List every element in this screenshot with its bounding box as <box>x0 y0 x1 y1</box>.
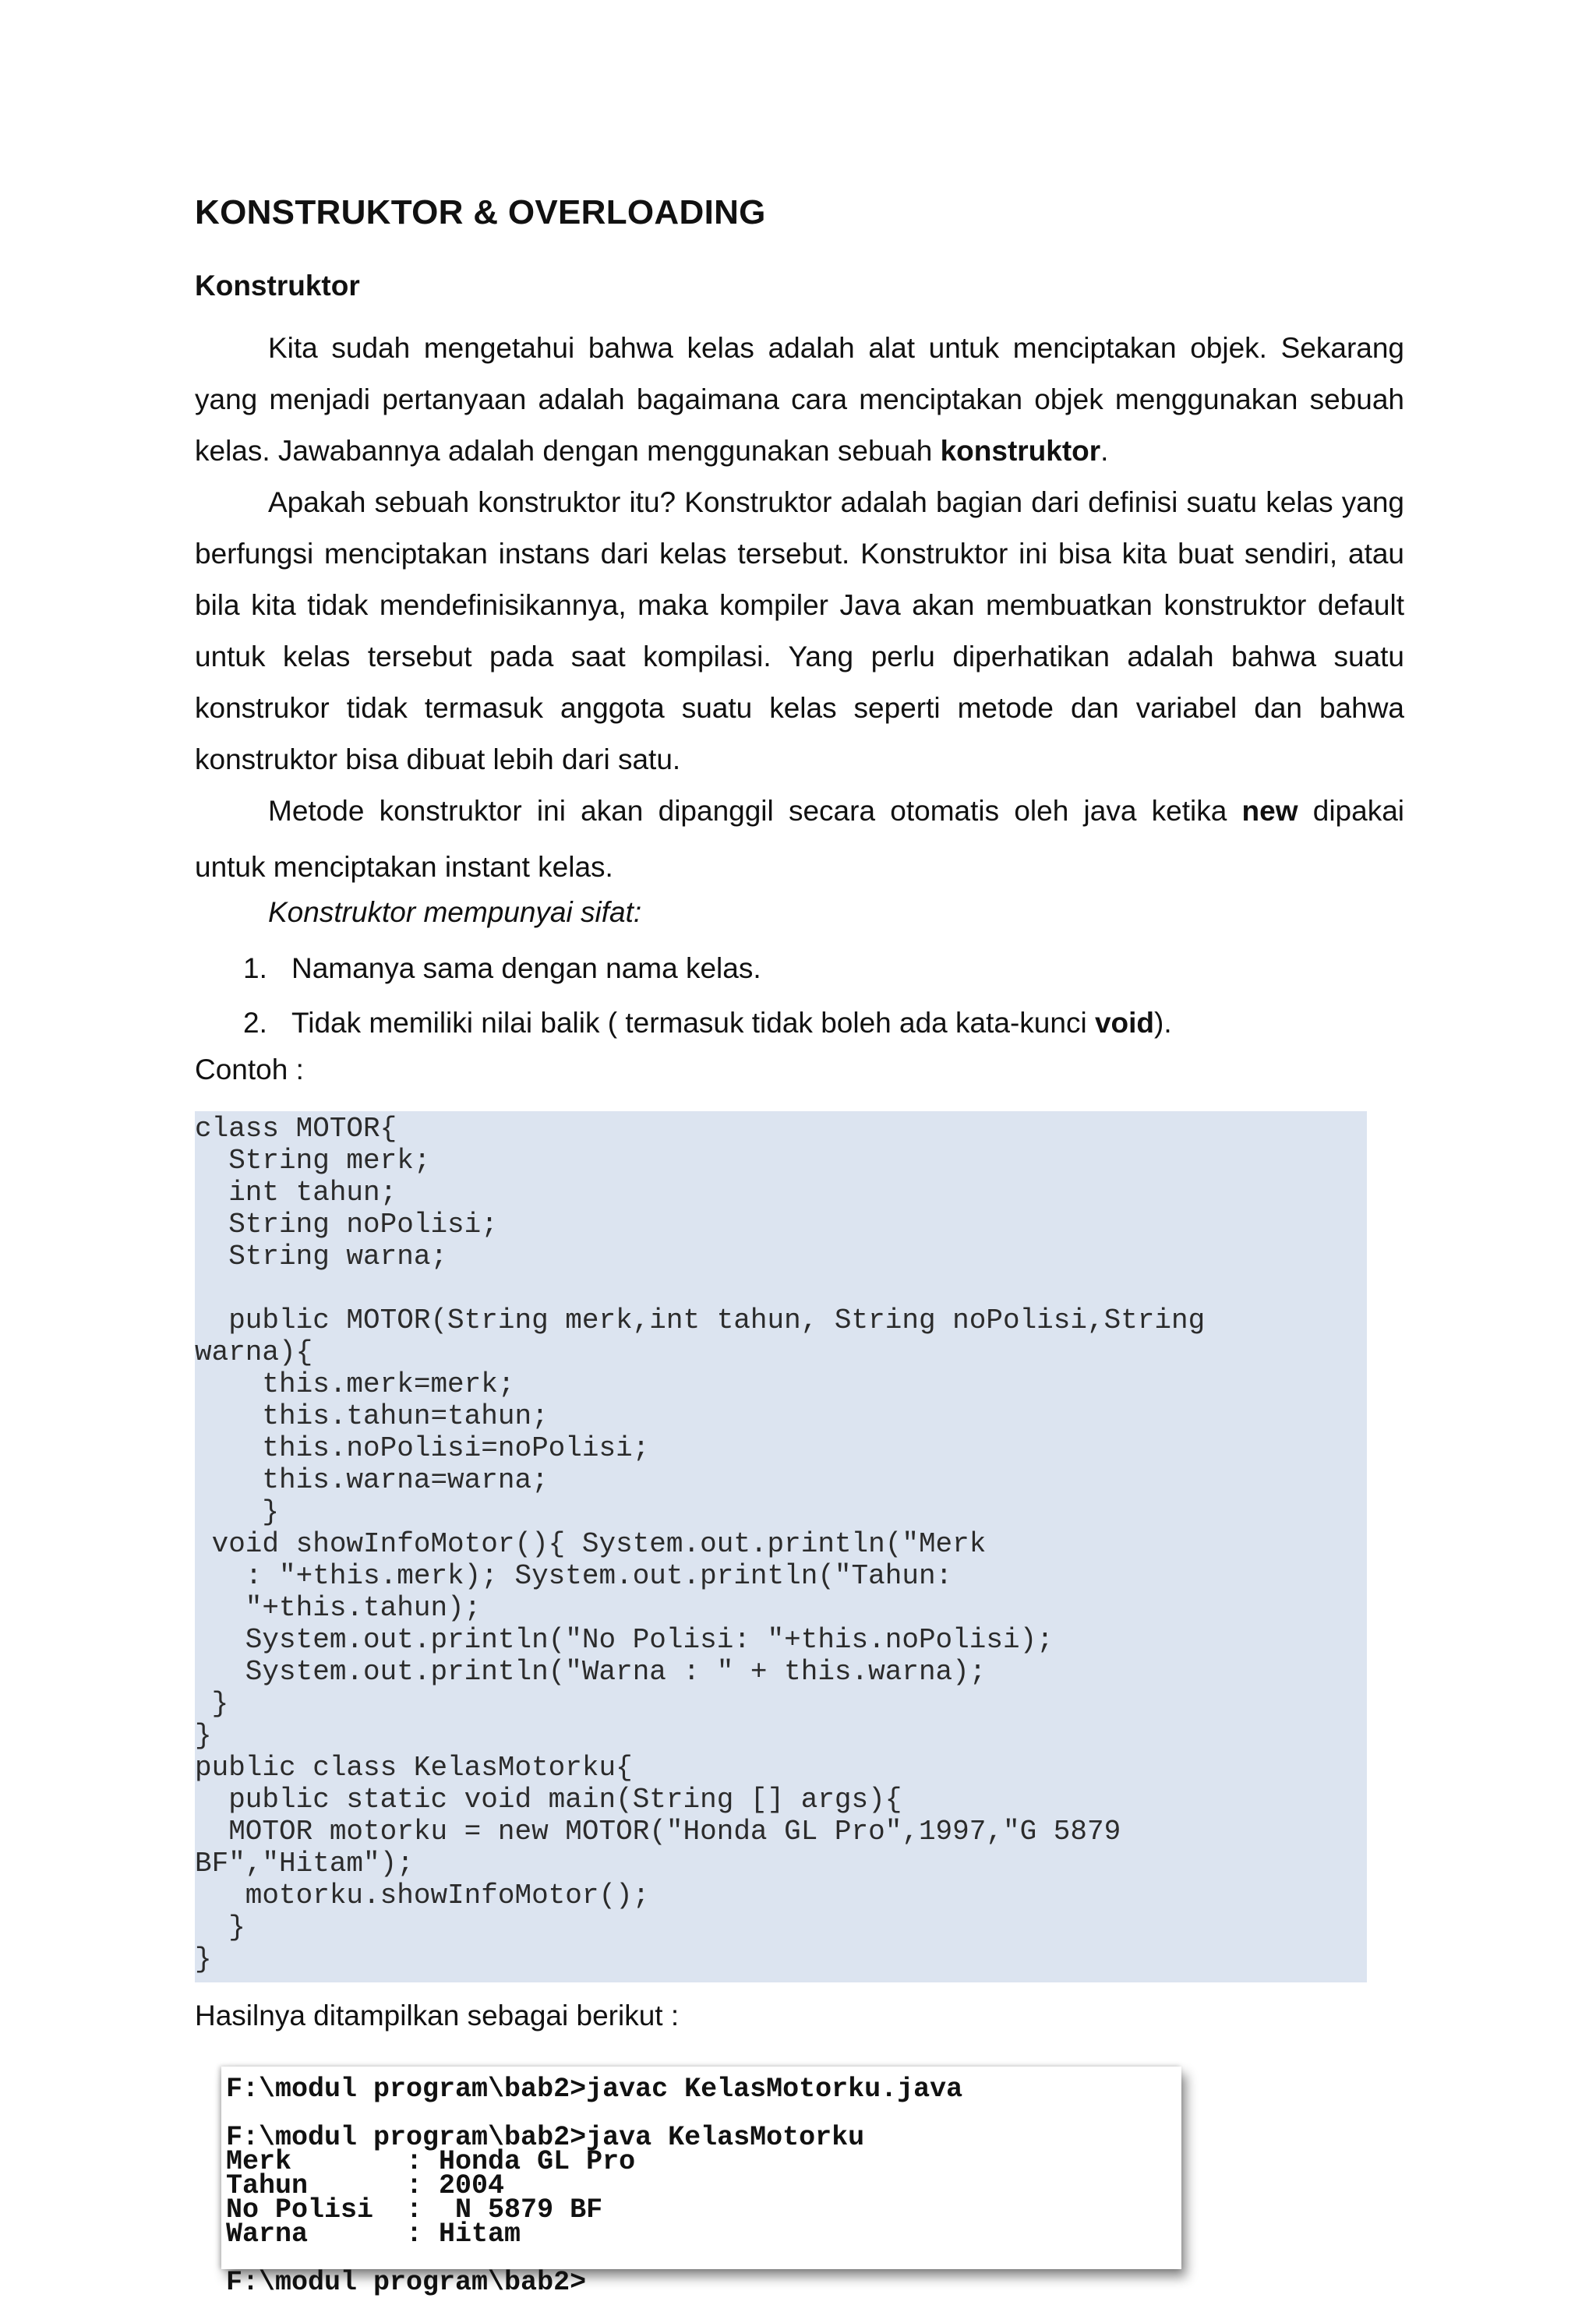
paragraph-new-bold: new <box>1241 795 1298 827</box>
list-item-bold: void <box>1094 1007 1155 1039</box>
properties-intro: Konstruktor mempunyai sifat: <box>268 896 642 928</box>
paragraph-intro <box>195 323 1404 477</box>
console-screenshot <box>221 2067 1181 2298</box>
code-block: class MOTOR{ String merk; int tahun; String noPolisi; String warna; public MOTOR(String merk,int tahun, String noPolisi,String warna){ this.merk=merk; this.tahun=tahun; this.noPolisi=noPolisi; this.warna=warna; } void showInfoMotor(){ System.out.println("Merk : "+this.merk); System.out.println("Tahun: "+this.tahun); System.out.println("No Polisi: "+this.noPolisi); System.out.println("Warna : " + this.warna); } } public class KelasMotorku{ public static void main(String [] args){ MOTOR motorku = new MOTOR("Honda GL Pro",1997,"G 5879 BF","Hitam"); motorku.showInfoMotor(); } } <box>195 1113 1206 1975</box>
list-item-end: ). <box>1154 1007 1172 1039</box>
page-title: KONSTRUKTOR & OVERLOADING <box>195 193 766 231</box>
list-item-number: 2. <box>243 1007 267 1039</box>
example-label: Contoh : <box>195 1054 304 1085</box>
console-output: F:\modul program\bab2>javac KelasMotorku.java F:\modul program\bab2>java KelasMotorku Merk : Honda GL Pro Tahun : 2004 No Polisi : N 5879 BF Warna : Hitam F:\modul program\bab2> <box>226 2074 963 2298</box>
list-item-number: 1. <box>243 952 267 984</box>
paragraph-new-keyword <box>195 783 1404 895</box>
properties-list <box>195 941 1172 1050</box>
paragraph-intro-end: . <box>1100 435 1109 467</box>
paragraph-definition: Apakah sebuah konstruktor itu? Konstruktor adalah bagian dari definisi suatu kelas yang berfungsi menciptakan instans dari kelas tersebut. Konstruktor ini bisa kita buat sendiri, atau bila kita tidak mendefinisikannya, maka kompiler Java akan membuatkan konstruktor default untuk kelas tersebut pada saat kompilasi. Yang perlu diperhatikan adalah bahwa suatu konstrukor tidak termasuk anggota suatu kelas seperti metode dan variabel dan bahwa konstruktor bisa dibuat lebih dari satu. <box>195 486 1404 775</box>
paragraph-new-end: dipakai untuk menciptakan instant kelas. <box>195 795 1404 883</box>
list-item <box>195 941 1172 996</box>
list-item <box>195 996 1172 1050</box>
section-heading: Konstruktor <box>195 270 360 302</box>
list-item-text: Tidak memiliki nilai balik ( termasuk tidak boleh ada kata-kunci <box>291 1007 1095 1039</box>
paragraph-new-text: Metode konstruktor ini akan dipanggil secara otomatis oleh java ketika <box>268 795 1242 827</box>
paragraph-intro-text: Kita sudah mengetahui bahwa kelas adalah alat untuk menciptakan objek. Sekarang yang menjadi pertanyaan adalah bagaimana cara menciptakan objek menggunakan sebuah kelas. Jawabannya adalah dengan menggunakan sebuah <box>195 332 1404 467</box>
list-item-text: Namanya sama dengan nama kelas. <box>291 952 761 984</box>
result-label: Hasilnya ditampilkan sebagai berikut : <box>195 2000 680 2031</box>
paragraph-intro-bold: konstruktor <box>940 435 1101 467</box>
